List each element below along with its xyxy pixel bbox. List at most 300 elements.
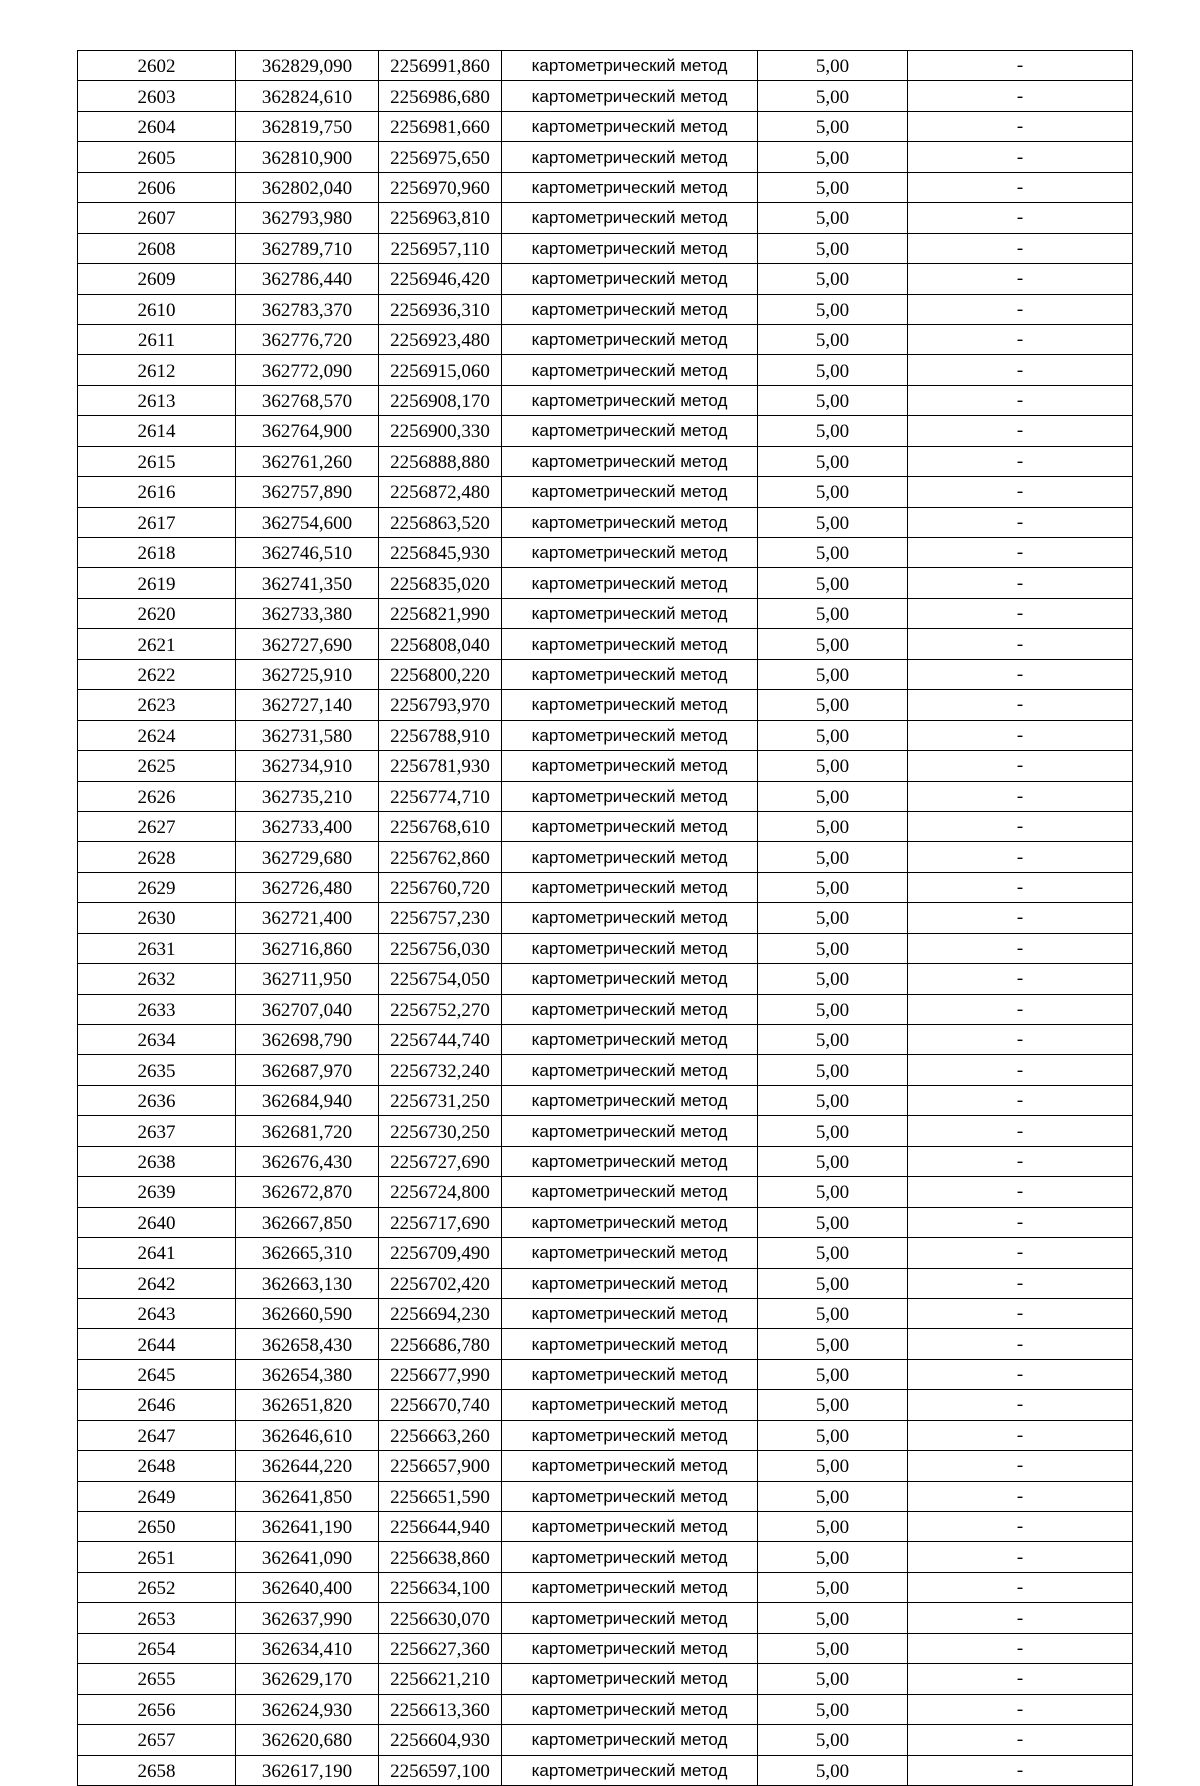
x-coordinate-cell: 362810,900 xyxy=(236,142,379,172)
accuracy-cell: 5,00 xyxy=(758,355,908,385)
table-row xyxy=(78,264,1133,294)
x-coordinate-cell: 362819,750 xyxy=(236,111,379,141)
point-number-cell: 2624 xyxy=(78,720,236,750)
point-number-cell: 2643 xyxy=(78,1298,236,1328)
point-number-cell: 2650 xyxy=(78,1512,236,1542)
table-row xyxy=(78,81,1133,111)
method-cell: картометрический метод xyxy=(502,1298,758,1328)
accuracy-cell: 5,00 xyxy=(758,1725,908,1755)
note-cell: - xyxy=(908,416,1133,446)
note-cell: - xyxy=(908,233,1133,263)
table-row xyxy=(78,1542,1133,1572)
point-number-cell: 2625 xyxy=(78,751,236,781)
note-cell: - xyxy=(908,1633,1133,1663)
note-cell: - xyxy=(908,1420,1133,1450)
x-coordinate-cell: 362768,570 xyxy=(236,385,379,415)
accuracy-cell: 5,00 xyxy=(758,720,908,750)
method-cell: картометрический метод xyxy=(502,690,758,720)
method-cell: картометрический метод xyxy=(502,142,758,172)
method-cell: картометрический метод xyxy=(502,51,758,81)
note-cell: - xyxy=(908,751,1133,781)
table-row xyxy=(78,842,1133,872)
x-coordinate-cell: 362641,090 xyxy=(236,1542,379,1572)
x-coordinate-cell: 362707,040 xyxy=(236,994,379,1024)
note-cell: - xyxy=(908,1177,1133,1207)
note-cell: - xyxy=(908,1025,1133,1055)
y-coordinate-cell: 2256731,250 xyxy=(379,1085,502,1115)
method-cell: картометрический метод xyxy=(502,933,758,963)
method-cell: картометрический метод xyxy=(502,811,758,841)
y-coordinate-cell: 2256975,650 xyxy=(379,142,502,172)
y-coordinate-cell: 2256730,250 xyxy=(379,1116,502,1146)
point-number-cell: 2623 xyxy=(78,690,236,720)
accuracy-cell: 5,00 xyxy=(758,1420,908,1450)
point-number-cell: 2648 xyxy=(78,1451,236,1481)
table-row xyxy=(78,446,1133,476)
note-cell: - xyxy=(908,629,1133,659)
table-row xyxy=(78,416,1133,446)
accuracy-cell: 5,00 xyxy=(758,964,908,994)
method-cell: картометрический метод xyxy=(502,903,758,933)
method-cell: картометрический метод xyxy=(502,385,758,415)
x-coordinate-cell: 362793,980 xyxy=(236,203,379,233)
table-row xyxy=(78,507,1133,537)
y-coordinate-cell: 2256754,050 xyxy=(379,964,502,994)
method-cell: картометрический метод xyxy=(502,751,758,781)
accuracy-cell: 5,00 xyxy=(758,1085,908,1115)
table-row xyxy=(78,1603,1133,1633)
accuracy-cell: 5,00 xyxy=(758,933,908,963)
point-number-cell: 2606 xyxy=(78,172,236,202)
accuracy-cell: 5,00 xyxy=(758,1177,908,1207)
point-number-cell: 2614 xyxy=(78,416,236,446)
x-coordinate-cell: 362672,870 xyxy=(236,1177,379,1207)
table-row xyxy=(78,994,1133,1024)
y-coordinate-cell: 2256677,990 xyxy=(379,1359,502,1389)
table-row xyxy=(78,1390,1133,1420)
x-coordinate-cell: 362761,260 xyxy=(236,446,379,476)
x-coordinate-cell: 362667,850 xyxy=(236,1207,379,1237)
y-coordinate-cell: 2256800,220 xyxy=(379,659,502,689)
table-row xyxy=(78,1633,1133,1663)
method-cell: картометрический метод xyxy=(502,294,758,324)
point-number-cell: 2644 xyxy=(78,1329,236,1359)
note-cell: - xyxy=(908,1481,1133,1511)
accuracy-cell: 5,00 xyxy=(758,385,908,415)
accuracy-cell: 5,00 xyxy=(758,1451,908,1481)
point-number-cell: 2628 xyxy=(78,842,236,872)
point-number-cell: 2609 xyxy=(78,264,236,294)
point-number-cell: 2640 xyxy=(78,1207,236,1237)
accuracy-cell: 5,00 xyxy=(758,111,908,141)
accuracy-cell: 5,00 xyxy=(758,1755,908,1785)
note-cell: - xyxy=(908,111,1133,141)
note-cell: - xyxy=(908,811,1133,841)
table-row xyxy=(78,538,1133,568)
y-coordinate-cell: 2256845,930 xyxy=(379,538,502,568)
point-number-cell: 2626 xyxy=(78,781,236,811)
method-cell: картометрический метод xyxy=(502,659,758,689)
method-cell: картометрический метод xyxy=(502,1116,758,1146)
table-row xyxy=(78,781,1133,811)
accuracy-cell: 5,00 xyxy=(758,416,908,446)
accuracy-cell: 5,00 xyxy=(758,1542,908,1572)
method-cell: картометрический метод xyxy=(502,1146,758,1176)
note-cell: - xyxy=(908,659,1133,689)
table-row xyxy=(78,568,1133,598)
x-coordinate-cell: 362684,940 xyxy=(236,1085,379,1115)
table-row xyxy=(78,1329,1133,1359)
note-cell: - xyxy=(908,142,1133,172)
table-row xyxy=(78,111,1133,141)
accuracy-cell: 5,00 xyxy=(758,1481,908,1511)
method-cell: картометрический метод xyxy=(502,507,758,537)
x-coordinate-cell: 362617,190 xyxy=(236,1755,379,1785)
method-cell: картометрический метод xyxy=(502,994,758,1024)
x-coordinate-cell: 362624,930 xyxy=(236,1694,379,1724)
note-cell: - xyxy=(908,568,1133,598)
method-cell: картометрический метод xyxy=(502,446,758,476)
note-cell: - xyxy=(908,385,1133,415)
table-row xyxy=(78,598,1133,628)
point-number-cell: 2636 xyxy=(78,1085,236,1115)
point-number-cell: 2613 xyxy=(78,385,236,415)
table-row xyxy=(78,690,1133,720)
x-coordinate-cell: 362658,430 xyxy=(236,1329,379,1359)
note-cell: - xyxy=(908,81,1133,111)
x-coordinate-cell: 362651,820 xyxy=(236,1390,379,1420)
note-cell: - xyxy=(908,872,1133,902)
accuracy-cell: 5,00 xyxy=(758,1694,908,1724)
accuracy-cell: 5,00 xyxy=(758,1329,908,1359)
table-row xyxy=(78,1451,1133,1481)
table-row xyxy=(78,751,1133,781)
note-cell: - xyxy=(908,477,1133,507)
y-coordinate-cell: 2256757,230 xyxy=(379,903,502,933)
accuracy-cell: 5,00 xyxy=(758,507,908,537)
accuracy-cell: 5,00 xyxy=(758,872,908,902)
y-coordinate-cell: 2256788,910 xyxy=(379,720,502,750)
note-cell: - xyxy=(908,781,1133,811)
note-cell: - xyxy=(908,964,1133,994)
y-coordinate-cell: 2256627,360 xyxy=(379,1633,502,1663)
y-coordinate-cell: 2256604,930 xyxy=(379,1725,502,1755)
table-row xyxy=(78,872,1133,902)
table-row xyxy=(78,355,1133,385)
table-row xyxy=(78,294,1133,324)
note-cell: - xyxy=(908,933,1133,963)
point-number-cell: 2653 xyxy=(78,1603,236,1633)
x-coordinate-cell: 362729,680 xyxy=(236,842,379,872)
point-number-cell: 2608 xyxy=(78,233,236,263)
x-coordinate-cell: 362726,480 xyxy=(236,872,379,902)
y-coordinate-cell: 2256717,690 xyxy=(379,1207,502,1237)
y-coordinate-cell: 2256957,110 xyxy=(379,233,502,263)
accuracy-cell: 5,00 xyxy=(758,172,908,202)
accuracy-cell: 5,00 xyxy=(758,324,908,354)
method-cell: картометрический метод xyxy=(502,1694,758,1724)
x-coordinate-cell: 362754,600 xyxy=(236,507,379,537)
accuracy-cell: 5,00 xyxy=(758,1359,908,1389)
note-cell: - xyxy=(908,1359,1133,1389)
accuracy-cell: 5,00 xyxy=(758,1207,908,1237)
table-row xyxy=(78,1664,1133,1694)
table-row xyxy=(78,903,1133,933)
y-coordinate-cell: 2256613,360 xyxy=(379,1694,502,1724)
note-cell: - xyxy=(908,538,1133,568)
x-coordinate-cell: 362721,400 xyxy=(236,903,379,933)
y-coordinate-cell: 2256663,260 xyxy=(379,1420,502,1450)
accuracy-cell: 5,00 xyxy=(758,1512,908,1542)
x-coordinate-cell: 362757,890 xyxy=(236,477,379,507)
table-row xyxy=(78,1298,1133,1328)
table-row xyxy=(78,1572,1133,1602)
note-cell: - xyxy=(908,1329,1133,1359)
method-cell: картометрический метод xyxy=(502,1451,758,1481)
table-row xyxy=(78,964,1133,994)
point-number-cell: 2632 xyxy=(78,964,236,994)
y-coordinate-cell: 2256638,860 xyxy=(379,1542,502,1572)
point-number-cell: 2646 xyxy=(78,1390,236,1420)
accuracy-cell: 5,00 xyxy=(758,811,908,841)
y-coordinate-cell: 2256709,490 xyxy=(379,1238,502,1268)
accuracy-cell: 5,00 xyxy=(758,538,908,568)
y-coordinate-cell: 2256774,710 xyxy=(379,781,502,811)
point-number-cell: 2641 xyxy=(78,1238,236,1268)
point-number-cell: 2631 xyxy=(78,933,236,963)
x-coordinate-cell: 362634,410 xyxy=(236,1633,379,1663)
y-coordinate-cell: 2256630,070 xyxy=(379,1603,502,1633)
table-row xyxy=(78,1725,1133,1755)
x-coordinate-cell: 362641,850 xyxy=(236,1481,379,1511)
method-cell: картометрический метод xyxy=(502,355,758,385)
table-row xyxy=(78,1207,1133,1237)
accuracy-cell: 5,00 xyxy=(758,1238,908,1268)
table-row xyxy=(78,1512,1133,1542)
x-coordinate-cell: 362783,370 xyxy=(236,294,379,324)
accuracy-cell: 5,00 xyxy=(758,659,908,689)
y-coordinate-cell: 2256900,330 xyxy=(379,416,502,446)
accuracy-cell: 5,00 xyxy=(758,842,908,872)
accuracy-cell: 5,00 xyxy=(758,51,908,81)
note-cell: - xyxy=(908,1390,1133,1420)
y-coordinate-cell: 2256981,660 xyxy=(379,111,502,141)
table-row xyxy=(78,1268,1133,1298)
note-cell: - xyxy=(908,294,1133,324)
accuracy-cell: 5,00 xyxy=(758,781,908,811)
accuracy-cell: 5,00 xyxy=(758,1298,908,1328)
table-row xyxy=(78,477,1133,507)
accuracy-cell: 5,00 xyxy=(758,294,908,324)
note-cell: - xyxy=(908,203,1133,233)
x-coordinate-cell: 362746,510 xyxy=(236,538,379,568)
method-cell: картометрический метод xyxy=(502,1359,758,1389)
note-cell: - xyxy=(908,1512,1133,1542)
note-cell: - xyxy=(908,324,1133,354)
point-number-cell: 2657 xyxy=(78,1725,236,1755)
table-row xyxy=(78,142,1133,172)
accuracy-cell: 5,00 xyxy=(758,1603,908,1633)
x-coordinate-cell: 362802,040 xyxy=(236,172,379,202)
x-coordinate-cell: 362641,190 xyxy=(236,1512,379,1542)
y-coordinate-cell: 2256651,590 xyxy=(379,1481,502,1511)
table-row xyxy=(78,1481,1133,1511)
method-cell: картометрический метод xyxy=(502,1481,758,1511)
method-cell: картометрический метод xyxy=(502,781,758,811)
x-coordinate-cell: 362776,720 xyxy=(236,324,379,354)
point-number-cell: 2622 xyxy=(78,659,236,689)
point-number-cell: 2635 xyxy=(78,1055,236,1085)
point-number-cell: 2647 xyxy=(78,1420,236,1450)
method-cell: картометрический метод xyxy=(502,1512,758,1542)
accuracy-cell: 5,00 xyxy=(758,751,908,781)
note-cell: - xyxy=(908,446,1133,476)
y-coordinate-cell: 2256908,170 xyxy=(379,385,502,415)
accuracy-cell: 5,00 xyxy=(758,1116,908,1146)
note-cell: - xyxy=(908,1694,1133,1724)
point-number-cell: 2615 xyxy=(78,446,236,476)
x-coordinate-cell: 362789,710 xyxy=(236,233,379,263)
point-number-cell: 2605 xyxy=(78,142,236,172)
point-number-cell: 2633 xyxy=(78,994,236,1024)
x-coordinate-cell: 362698,790 xyxy=(236,1025,379,1055)
note-cell: - xyxy=(908,994,1133,1024)
note-cell: - xyxy=(908,507,1133,537)
y-coordinate-cell: 2256760,720 xyxy=(379,872,502,902)
point-number-cell: 2651 xyxy=(78,1542,236,1572)
y-coordinate-cell: 2256644,940 xyxy=(379,1512,502,1542)
y-coordinate-cell: 2256835,020 xyxy=(379,568,502,598)
method-cell: картометрический метод xyxy=(502,1268,758,1298)
table-row xyxy=(78,1085,1133,1115)
table-row xyxy=(78,811,1133,841)
note-cell: - xyxy=(908,1298,1133,1328)
table-row xyxy=(78,1694,1133,1724)
note-cell: - xyxy=(908,355,1133,385)
note-cell: - xyxy=(908,1664,1133,1694)
note-cell: - xyxy=(908,1207,1133,1237)
note-cell: - xyxy=(908,1055,1133,1085)
x-coordinate-cell: 362829,090 xyxy=(236,51,379,81)
note-cell: - xyxy=(908,1146,1133,1176)
note-cell: - xyxy=(908,1085,1133,1115)
method-cell: картометрический метод xyxy=(502,964,758,994)
accuracy-cell: 5,00 xyxy=(758,994,908,1024)
point-number-cell: 2658 xyxy=(78,1755,236,1785)
method-cell: картометрический метод xyxy=(502,1025,758,1055)
method-cell: картометрический метод xyxy=(502,1664,758,1694)
x-coordinate-cell: 362676,430 xyxy=(236,1146,379,1176)
y-coordinate-cell: 2256670,740 xyxy=(379,1390,502,1420)
method-cell: картометрический метод xyxy=(502,568,758,598)
x-coordinate-cell: 362620,680 xyxy=(236,1725,379,1755)
table-row xyxy=(78,629,1133,659)
y-coordinate-cell: 2256936,310 xyxy=(379,294,502,324)
x-coordinate-cell: 362824,610 xyxy=(236,81,379,111)
table-row xyxy=(78,1755,1133,1785)
point-number-cell: 2652 xyxy=(78,1572,236,1602)
x-coordinate-cell: 362660,590 xyxy=(236,1298,379,1328)
y-coordinate-cell: 2256888,880 xyxy=(379,446,502,476)
point-number-cell: 2629 xyxy=(78,872,236,902)
method-cell: картометрический метод xyxy=(502,1238,758,1268)
point-number-cell: 2654 xyxy=(78,1633,236,1663)
x-coordinate-cell: 362734,910 xyxy=(236,751,379,781)
point-number-cell: 2610 xyxy=(78,294,236,324)
y-coordinate-cell: 2256724,800 xyxy=(379,1177,502,1207)
x-coordinate-cell: 362640,400 xyxy=(236,1572,379,1602)
table-row xyxy=(78,933,1133,963)
x-coordinate-cell: 362731,580 xyxy=(236,720,379,750)
accuracy-cell: 5,00 xyxy=(758,1664,908,1694)
method-cell: картометрический метод xyxy=(502,81,758,111)
note-cell: - xyxy=(908,842,1133,872)
method-cell: картометрический метод xyxy=(502,1420,758,1450)
y-coordinate-cell: 2256821,990 xyxy=(379,598,502,628)
x-coordinate-cell: 362733,400 xyxy=(236,811,379,841)
point-number-cell: 2645 xyxy=(78,1359,236,1389)
accuracy-cell: 5,00 xyxy=(758,690,908,720)
note-cell: - xyxy=(908,1451,1133,1481)
y-coordinate-cell: 2256762,860 xyxy=(379,842,502,872)
point-number-cell: 2612 xyxy=(78,355,236,385)
table-row xyxy=(78,51,1133,81)
y-coordinate-cell: 2256694,230 xyxy=(379,1298,502,1328)
table-row xyxy=(78,1177,1133,1207)
x-coordinate-cell: 362681,720 xyxy=(236,1116,379,1146)
accuracy-cell: 5,00 xyxy=(758,81,908,111)
x-coordinate-cell: 362687,970 xyxy=(236,1055,379,1085)
x-coordinate-cell: 362735,210 xyxy=(236,781,379,811)
point-number-cell: 2617 xyxy=(78,507,236,537)
y-coordinate-cell: 2256781,930 xyxy=(379,751,502,781)
note-cell: - xyxy=(908,1603,1133,1633)
method-cell: картометрический метод xyxy=(502,1603,758,1633)
point-number-cell: 2639 xyxy=(78,1177,236,1207)
method-cell: картометрический метод xyxy=(502,598,758,628)
method-cell: картометрический метод xyxy=(502,1329,758,1359)
y-coordinate-cell: 2256946,420 xyxy=(379,264,502,294)
table-row xyxy=(78,324,1133,354)
method-cell: картометрический метод xyxy=(502,1725,758,1755)
point-number-cell: 2638 xyxy=(78,1146,236,1176)
point-number-cell: 2603 xyxy=(78,81,236,111)
point-number-cell: 2621 xyxy=(78,629,236,659)
method-cell: картометрический метод xyxy=(502,416,758,446)
accuracy-cell: 5,00 xyxy=(758,446,908,476)
note-cell: - xyxy=(908,1116,1133,1146)
coordinates-table xyxy=(77,50,1133,1786)
accuracy-cell: 5,00 xyxy=(758,1268,908,1298)
note-cell: - xyxy=(908,1238,1133,1268)
table-row xyxy=(78,659,1133,689)
note-cell: - xyxy=(908,1572,1133,1602)
method-cell: картометрический метод xyxy=(502,111,758,141)
point-number-cell: 2627 xyxy=(78,811,236,841)
x-coordinate-cell: 362629,170 xyxy=(236,1664,379,1694)
y-coordinate-cell: 2256808,040 xyxy=(379,629,502,659)
y-coordinate-cell: 2256657,900 xyxy=(379,1451,502,1481)
accuracy-cell: 5,00 xyxy=(758,142,908,172)
table-row xyxy=(78,1146,1133,1176)
method-cell: картометрический метод xyxy=(502,842,758,872)
x-coordinate-cell: 362716,860 xyxy=(236,933,379,963)
y-coordinate-cell: 2256732,240 xyxy=(379,1055,502,1085)
point-number-cell: 2604 xyxy=(78,111,236,141)
accuracy-cell: 5,00 xyxy=(758,1572,908,1602)
accuracy-cell: 5,00 xyxy=(758,203,908,233)
table-row xyxy=(78,1238,1133,1268)
